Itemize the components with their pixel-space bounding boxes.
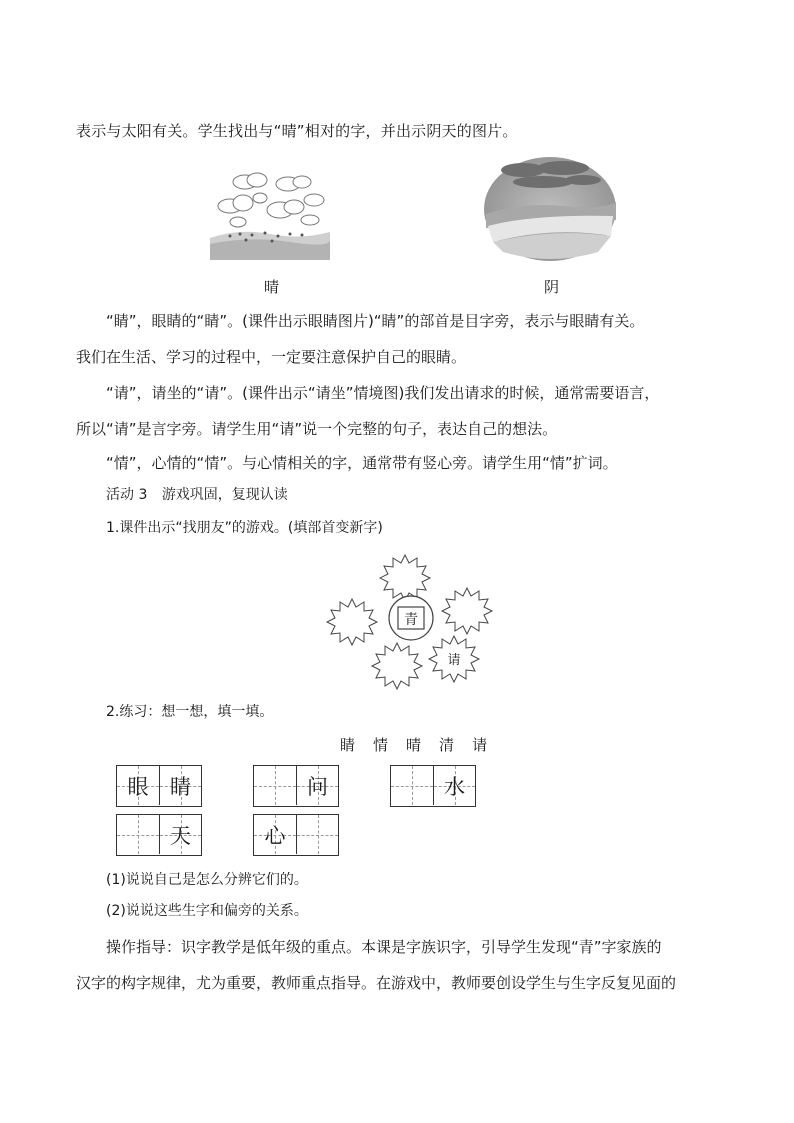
sunny-sky-image [210, 170, 330, 260]
grid-cell[interactable] [296, 766, 338, 805]
grid-char: 心 [264, 823, 286, 848]
grid-cell-blank[interactable] [391, 766, 433, 805]
grid-shui [390, 765, 476, 807]
intro-text: 表示与太阳有关。学生找出与“晴”相对的字，并出示阴天的图片。 [76, 122, 518, 140]
grid-cell-blank[interactable] [296, 815, 338, 854]
burst-top [380, 555, 430, 601]
grid-xin [253, 814, 339, 856]
cloudy-caption: 阴 [544, 278, 560, 296]
grid-char: 问 [307, 774, 328, 799]
burst-char: 请 [447, 653, 461, 668]
burst-right [442, 588, 492, 634]
word-bank-item: 请 [472, 736, 488, 754]
word-bank-item: 睛 [340, 736, 356, 754]
grid-tian [116, 814, 202, 856]
activity-heading [106, 485, 288, 505]
paragraph-jing-2: 我们在生活、学习的过程中，一定要注意保护自己的眼睛。 [76, 348, 467, 366]
sub-question-2: (2)说说这些生字和偏旁的关系。 [106, 903, 308, 919]
grid-char: 眼 [127, 774, 149, 799]
step-2: 2.练习：想一想，填一填。 [106, 704, 274, 720]
word-bank-item: 晴 [406, 736, 422, 754]
paragraph-qing-xin: “情”，心情的“情”。与心情相关的字，通常带有竖心旁。请学生用“情”扩词。 [106, 454, 618, 472]
grid-yanjing [116, 765, 202, 807]
paragraph-qing-1: “请”，请坐的“请”。(课件出示“请坐”情境图)我们发出请求的时候，通常需要语言， [106, 384, 660, 402]
guidance-line-2: 汉字的构字规律，尤为重要，教师重点指导。在游戏中，教师要创设学生与生字反复见面的 [76, 974, 677, 992]
grid-char: 睛 [170, 774, 191, 799]
grid-cell[interactable] [433, 766, 475, 805]
word-bank [340, 734, 505, 755]
grid-cell[interactable] [254, 815, 296, 854]
burst-left [327, 599, 377, 645]
sub-question-1: (1)说说自己是怎么分辨它们的。 [106, 872, 308, 888]
grid-char: 水 [444, 774, 465, 799]
sunny-caption: 晴 [264, 278, 280, 296]
grid-cell[interactable] [159, 815, 201, 854]
guidance-line-1: 操作指导：识字教学是低年级的重点。本课是字族识字，引导学生发现“青”字家族的 [106, 938, 662, 956]
paragraph-qing-2: 所以“请”是言字旁。请学生用“请”说一个完整的句子，表达自己的想法。 [76, 420, 558, 438]
grid-cell-blank[interactable] [254, 766, 296, 805]
activity-title: 游戏巩固，复现认读 [161, 487, 288, 503]
grid-cell-blank[interactable] [117, 815, 159, 854]
burst-bottom [372, 643, 422, 689]
grid-char: 天 [170, 823, 191, 848]
paragraph-jing-1: “睛”，眼睛的“睛”。(课件出示眼睛图片)“睛”的部首是目字旁，表示与眼睛有关。 [106, 312, 645, 330]
activity-label: 活动 3 [106, 487, 148, 503]
word-bank-item: 清 [439, 736, 455, 754]
center-char: 青 [404, 612, 418, 628]
word-bank-item: 情 [373, 736, 389, 754]
find-friends-diagram [325, 552, 495, 692]
grid-wen [253, 765, 339, 807]
cloudy-sky-image [483, 156, 618, 262]
grid-cell[interactable] [159, 766, 201, 805]
step-1: 1.课件出示“找朋友”的游戏。(填部首变新字) [106, 520, 383, 536]
grid-cell[interactable] [117, 766, 159, 805]
